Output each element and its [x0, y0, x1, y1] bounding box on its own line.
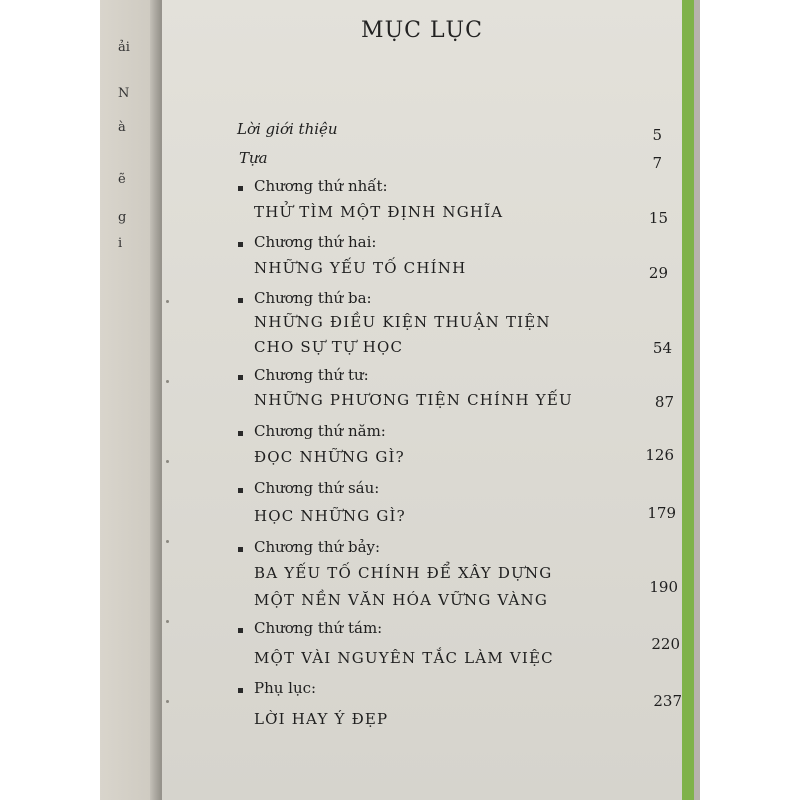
toc-entry-page: 87	[654, 393, 674, 411]
toc-entry-heading: THỬ TÌM MỘT ĐỊNH NGHĨA	[254, 203, 504, 221]
bullet-icon	[238, 488, 243, 493]
toc-entry-label: Phụ lục:	[254, 679, 317, 697]
left-page-fragment: ẽ	[118, 172, 126, 187]
toc-entry-label: Chương thứ nhất:	[254, 177, 388, 195]
toc-entry-page: 237	[653, 692, 682, 710]
toc-entry-page: 220	[651, 635, 680, 653]
bullet-icon	[238, 242, 243, 247]
book-cover-edge	[682, 0, 694, 800]
toc-entry-label: Chương thứ ba:	[254, 289, 372, 307]
toc-entry-page: 29	[648, 264, 668, 282]
toc-entry-heading: ĐỌC NHỮNG GÌ?	[254, 448, 405, 466]
toc-entry-heading: NHỮNG PHƯƠNG TIỆN CHÍNH YẾU	[254, 391, 573, 409]
binding-stitch	[166, 700, 169, 703]
binding-stitch	[166, 620, 169, 623]
toc-entry-label: Chương thứ bảy:	[254, 538, 381, 556]
book-photo	[100, 0, 700, 800]
toc-entry-label: Chương thứ tám:	[254, 619, 383, 637]
toc-entry-heading: LỜI HAY Ý ĐẸP	[254, 710, 389, 728]
page-title: MỤC LỤC	[361, 18, 483, 43]
toc-entry-label: Chương thứ năm:	[254, 422, 386, 440]
bullet-icon	[238, 628, 243, 633]
toc-entry-label: Chương thứ tư:	[254, 366, 369, 384]
toc-entry-page: 179	[647, 504, 676, 522]
bullet-icon	[238, 547, 243, 552]
binding-stitch	[166, 540, 169, 543]
left-page-fragment: N	[118, 86, 130, 101]
toc-entry-heading: HỌC NHỮNG GÌ?	[254, 507, 406, 525]
binding-stitch	[166, 460, 169, 463]
left-page-fragment: g	[118, 210, 127, 225]
toc-entry-heading: MỘT NỀN VĂN HÓA VỮNG VÀNG	[254, 591, 549, 609]
toc-entry-heading: MỘT VÀI NGUYÊN TẮC LÀM VIỆC	[254, 649, 554, 667]
toc-entry-heading: NHỮNG YẾU TỐ CHÍNH	[254, 259, 467, 277]
toc-page	[162, 0, 682, 800]
toc-entry-heading: CHO SỰ TỰ HỌC	[254, 338, 404, 356]
left-page-fragment: i	[118, 236, 123, 251]
toc-entry-label: Chương thứ sáu:	[254, 479, 380, 497]
bullet-icon	[238, 186, 243, 191]
toc-entry-heading: BA YẾU TỐ CHÍNH ĐỂ XÂY DỰNG	[254, 564, 553, 582]
left-page-fragment: à	[118, 120, 126, 135]
bullet-icon	[238, 375, 243, 380]
bullet-icon	[238, 298, 243, 303]
toc-entry-page: 5	[652, 126, 662, 144]
binding-stitch	[166, 380, 169, 383]
toc-entry-page: 126	[645, 446, 674, 464]
table-surface	[694, 0, 700, 800]
toc-entry-label: Tựa	[239, 149, 268, 167]
bullet-icon	[238, 688, 243, 693]
bullet-icon	[238, 431, 243, 436]
left-page-fragment: ải	[118, 40, 130, 55]
toc-entry-heading: NHỮNG ĐIỀU KIỆN THUẬN TIỆN	[254, 313, 551, 331]
toc-entry-label: Lời giới thiệu	[237, 120, 338, 138]
binding-stitch	[166, 300, 169, 303]
toc-entry-label: Chương thứ hai:	[254, 233, 377, 251]
toc-entry-page: 54	[652, 339, 672, 357]
toc-entry-page: 15	[648, 209, 668, 227]
toc-entry-page: 7	[652, 154, 662, 172]
toc-entry-page: 190	[649, 578, 678, 596]
